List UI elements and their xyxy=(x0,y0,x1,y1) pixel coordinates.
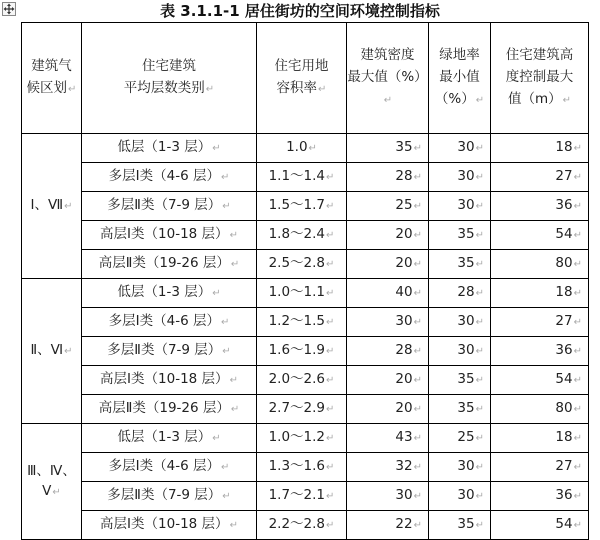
cell-text: 25 xyxy=(457,429,475,445)
height-cell xyxy=(491,134,589,163)
far-cell xyxy=(257,366,347,395)
far-cell xyxy=(257,192,347,221)
return-mark: ↵ xyxy=(573,288,582,299)
green-ratio-cell xyxy=(429,424,491,453)
density-cell xyxy=(347,395,429,424)
climate-zone-label xyxy=(22,340,81,362)
cell-line: 值（m）↵ xyxy=(507,91,572,107)
cell-text: 35 xyxy=(457,255,475,271)
return-mark: ↵ xyxy=(212,288,221,299)
cell-text: 22 xyxy=(395,516,413,532)
return-mark: ↵ xyxy=(326,317,335,328)
return-mark: ↵ xyxy=(562,95,572,106)
building-type-cell xyxy=(82,250,257,279)
height-cell xyxy=(491,482,589,511)
return-mark: ↵ xyxy=(326,375,335,386)
return-mark: ↵ xyxy=(413,462,422,473)
return-mark: ↵ xyxy=(326,259,335,270)
cell-line: 绿地率 xyxy=(439,47,480,63)
table-row xyxy=(22,366,589,395)
return-mark: ↵ xyxy=(64,201,73,212)
return-mark: ↵ xyxy=(475,346,484,357)
return-mark: ↵ xyxy=(220,317,230,328)
height-cell xyxy=(491,453,589,482)
return-mark: ↵ xyxy=(413,404,422,415)
density-cell xyxy=(347,163,429,192)
return-mark: ↵ xyxy=(326,346,335,357)
green-ratio-cell xyxy=(429,395,491,424)
return-mark: ↵ xyxy=(573,201,582,212)
cell-line: Ⅰ、Ⅶ↵ xyxy=(30,197,73,213)
return-mark: ↵ xyxy=(205,84,215,95)
return-mark: ↵ xyxy=(326,230,335,241)
cell-text: 高层Ⅱ类（19-26 层） xyxy=(98,255,230,271)
cell-text: 36 xyxy=(555,342,573,358)
return-mark: ↵ xyxy=(475,172,484,183)
cell-text: 18 xyxy=(555,139,573,155)
cell-text: 低层（1-3 层） xyxy=(117,139,212,155)
height-cell xyxy=(491,424,589,453)
table-row xyxy=(22,395,589,424)
cell-text: 54 xyxy=(555,371,573,387)
cell-text: 20 xyxy=(395,400,413,416)
cell-text: 多层Ⅰ类（4-6 层） xyxy=(108,168,220,184)
height-cell xyxy=(491,395,589,424)
cell-text: 30 xyxy=(457,197,475,213)
return-mark: ↵ xyxy=(475,433,484,444)
height-cell xyxy=(491,279,589,308)
density-cell xyxy=(347,366,429,395)
cell-text: 1.0～1.1 xyxy=(268,284,326,300)
far-cell xyxy=(257,134,347,163)
return-mark: ↵ xyxy=(229,230,238,241)
header-density xyxy=(347,23,429,134)
cell-text: 36 xyxy=(555,487,573,503)
cell-text: 80 xyxy=(555,400,573,416)
cell-text: 30 xyxy=(457,487,475,503)
table-row xyxy=(22,308,589,337)
cell-text: 28 xyxy=(395,342,413,358)
cell-text: 20 xyxy=(395,255,413,271)
return-mark: ↵ xyxy=(475,230,484,241)
return-mark: ↵ xyxy=(573,462,582,473)
return-mark: ↵ xyxy=(308,143,317,154)
far-cell xyxy=(257,308,347,337)
cell-text: 30 xyxy=(457,168,475,184)
return-mark: ↵ xyxy=(212,433,221,444)
green-ratio-cell xyxy=(429,134,491,163)
return-mark: ↵ xyxy=(229,375,238,386)
return-mark: ↵ xyxy=(413,259,422,270)
cell-line: 住宅用地 xyxy=(274,58,329,74)
return-mark: ↵ xyxy=(222,201,231,212)
cell-line: 候区划↵ xyxy=(26,80,77,96)
cell-text: 30 xyxy=(395,313,413,329)
header-far xyxy=(257,23,347,134)
cell-text: 30 xyxy=(457,458,475,474)
green-ratio-cell xyxy=(429,250,491,279)
far-cell xyxy=(257,424,347,453)
building-type-cell xyxy=(82,134,257,163)
return-mark: ↵ xyxy=(573,491,582,502)
cell-text: 低层（1-3 层） xyxy=(117,284,212,300)
density-cell xyxy=(347,221,429,250)
far-cell xyxy=(257,250,347,279)
table-row xyxy=(22,453,589,482)
building-type-cell xyxy=(82,192,257,221)
building-type-cell xyxy=(82,279,257,308)
green-ratio-cell xyxy=(429,366,491,395)
return-mark: ↵ xyxy=(413,433,422,444)
far-cell xyxy=(257,453,347,482)
table-title: 表 3.1.1-1 居住街坊的空间环境控制指标 xyxy=(160,2,440,20)
density-cell xyxy=(347,308,429,337)
return-mark: ↵ xyxy=(318,84,327,95)
return-mark: ↵ xyxy=(413,143,422,154)
table-row xyxy=(22,337,589,366)
header-building-type xyxy=(82,23,257,134)
return-mark: ↵ xyxy=(383,95,393,106)
height-cell xyxy=(491,221,589,250)
return-mark: ↵ xyxy=(413,172,422,183)
return-mark: ↵ xyxy=(212,143,221,154)
cell-text: 高层Ⅰ类（10-18 层） xyxy=(100,516,229,532)
cell-text: 1.1～1.4 xyxy=(268,168,326,184)
climate-zone-cell xyxy=(22,134,82,279)
cell-text: 28 xyxy=(395,168,413,184)
climate-zone-label xyxy=(22,195,81,217)
cell-text: 20 xyxy=(395,226,413,242)
building-type-cell xyxy=(82,221,257,250)
return-mark: ↵ xyxy=(573,317,582,328)
height-cell xyxy=(491,163,589,192)
cell-line: 最小值 xyxy=(439,69,480,85)
cell-text: 多层Ⅱ类（7-9 层） xyxy=(107,197,222,213)
far-cell xyxy=(257,482,347,511)
return-mark: ↵ xyxy=(475,404,484,415)
return-mark: ↵ xyxy=(475,201,484,212)
return-mark: ↵ xyxy=(475,317,484,328)
return-mark: ↵ xyxy=(475,491,484,502)
height-cell xyxy=(491,337,589,366)
density-cell xyxy=(347,424,429,453)
return-mark: ↵ xyxy=(326,433,335,444)
return-mark: ↵ xyxy=(475,95,485,106)
header-climate-zone xyxy=(22,23,82,134)
green-ratio-cell xyxy=(429,279,491,308)
return-mark: ↵ xyxy=(220,462,230,473)
header-height xyxy=(491,23,589,134)
cell-text: 1.2～1.5 xyxy=(268,313,326,329)
cell-text: 1.3～1.6 xyxy=(268,458,326,474)
green-ratio-cell xyxy=(429,482,491,511)
cell-text: 35 xyxy=(457,371,475,387)
cell-text: 40 xyxy=(395,284,413,300)
table-row xyxy=(22,192,589,221)
table-row xyxy=(22,221,589,250)
cell-text: 18 xyxy=(555,284,573,300)
return-mark: ↵ xyxy=(220,172,230,183)
cell-text: 2.7～2.9 xyxy=(268,400,326,416)
climate-zone-cell xyxy=(22,279,82,424)
table-row xyxy=(22,482,589,511)
cell-text: 高层Ⅱ类（19-26 层） xyxy=(98,400,230,416)
return-mark: ↵ xyxy=(413,317,422,328)
return-mark: ↵ xyxy=(326,172,335,183)
density-cell xyxy=(347,279,429,308)
cell-text: 32 xyxy=(395,458,413,474)
cell-text: 1.0 xyxy=(286,139,308,155)
table-row xyxy=(22,134,589,163)
cell-text: 多层Ⅰ类（4-6 层） xyxy=(108,458,220,474)
return-mark: ↵ xyxy=(326,201,335,212)
table-row xyxy=(22,250,589,279)
cell-text: 27 xyxy=(555,458,573,474)
green-ratio-cell xyxy=(429,453,491,482)
green-ratio-cell xyxy=(429,221,491,250)
table-row xyxy=(22,163,589,192)
building-type-cell xyxy=(82,366,257,395)
cell-text: 35 xyxy=(457,516,475,532)
cell-line: 容积率↵ xyxy=(276,80,327,96)
return-mark: ↵ xyxy=(573,230,582,241)
density-cell xyxy=(347,250,429,279)
cell-text: 35 xyxy=(457,400,475,416)
cell-line: Ⅴ↵ xyxy=(42,482,61,499)
cell-text: 36 xyxy=(555,197,573,213)
green-ratio-cell xyxy=(429,308,491,337)
return-mark: ↵ xyxy=(413,520,422,531)
cell-text: 高层Ⅰ类（10-18 层） xyxy=(100,226,229,242)
cell-text: 35 xyxy=(457,226,475,242)
cell-text: 多层Ⅱ类（7-9 层） xyxy=(107,487,222,503)
cell-text: 2.5～2.8 xyxy=(268,255,326,271)
return-mark: ↵ xyxy=(573,259,582,270)
return-mark: ↵ xyxy=(573,520,582,531)
cell-text: 多层Ⅱ类（7-9 层） xyxy=(107,342,222,358)
density-cell xyxy=(347,134,429,163)
far-cell xyxy=(257,337,347,366)
height-cell xyxy=(491,192,589,221)
return-mark: ↵ xyxy=(475,259,484,270)
return-mark: ↵ xyxy=(326,462,335,473)
cell-text: 54 xyxy=(555,226,573,242)
header-green-ratio xyxy=(429,23,491,134)
return-mark: ↵ xyxy=(326,491,335,502)
return-mark: ↵ xyxy=(475,375,484,386)
control-index-table xyxy=(21,22,589,540)
green-ratio-cell xyxy=(429,192,491,221)
return-mark: ↵ xyxy=(573,172,582,183)
cell-text: 30 xyxy=(457,139,475,155)
cell-text: 54 xyxy=(555,516,573,532)
building-type-cell xyxy=(82,395,257,424)
cell-text: 18 xyxy=(555,429,573,445)
building-type-cell xyxy=(82,482,257,511)
cell-text: 27 xyxy=(555,168,573,184)
cell-line: Ⅲ、Ⅳ、 xyxy=(27,462,76,479)
cell-text: 1.8～2.4 xyxy=(268,226,326,242)
cell-text: 20 xyxy=(395,371,413,387)
cell-text: 1.5～1.7 xyxy=(268,197,326,213)
return-mark: ↵ xyxy=(230,259,240,270)
cell-text: 25 xyxy=(395,197,413,213)
return-mark: ↵ xyxy=(326,520,335,531)
cell-line: Ⅱ、Ⅵ↵ xyxy=(30,342,73,358)
return-mark: ↵ xyxy=(222,346,231,357)
return-mark: ↵ xyxy=(326,404,335,415)
height-cell xyxy=(491,250,589,279)
building-type-cell xyxy=(82,424,257,453)
return-mark: ↵ xyxy=(52,486,61,498)
cell-line: 住宅建筑高 xyxy=(505,47,574,63)
building-type-cell xyxy=(82,308,257,337)
cell-text: 28 xyxy=(457,284,475,300)
climate-zone-label xyxy=(22,461,81,503)
return-mark: ↵ xyxy=(475,462,484,473)
return-mark: ↵ xyxy=(475,288,484,299)
height-cell xyxy=(491,308,589,337)
green-ratio-cell xyxy=(429,163,491,192)
return-mark: ↵ xyxy=(68,84,77,95)
far-cell xyxy=(257,221,347,250)
cell-text: 多层Ⅰ类（4-6 层） xyxy=(108,313,220,329)
cell-line: 住宅建筑 xyxy=(142,58,196,74)
cell-text: 27 xyxy=(555,313,573,329)
return-mark: ↵ xyxy=(413,491,422,502)
cell-text: 2.2～2.8 xyxy=(268,516,326,532)
cell-line: （%）↵ xyxy=(434,91,485,107)
green-ratio-cell xyxy=(429,337,491,366)
return-mark: ↵ xyxy=(573,404,582,415)
cell-line: 度控制最大 xyxy=(505,69,574,85)
return-mark: ↵ xyxy=(64,346,73,357)
header-row xyxy=(22,23,589,134)
cell-text: 1.7～2.1 xyxy=(268,487,326,503)
far-cell xyxy=(257,395,347,424)
cell-text: 2.0～2.6 xyxy=(268,371,326,387)
return-mark: ↵ xyxy=(413,375,422,386)
density-cell xyxy=(347,192,429,221)
return-mark: ↵ xyxy=(229,520,238,531)
cell-line: 建筑密度 xyxy=(360,47,415,63)
cell-text: 80 xyxy=(555,255,573,271)
cell-text: 30 xyxy=(457,342,475,358)
return-mark: ↵ xyxy=(222,491,231,502)
density-cell xyxy=(347,482,429,511)
cell-text: 35 xyxy=(395,139,413,155)
return-mark: ↵ xyxy=(413,201,422,212)
height-cell xyxy=(491,366,589,395)
cell-text: 30 xyxy=(457,313,475,329)
cell-text: 1.6～1.9 xyxy=(268,342,326,358)
density-cell xyxy=(347,453,429,482)
table-row xyxy=(22,424,589,453)
building-type-cell xyxy=(82,163,257,192)
return-mark: ↵ xyxy=(475,143,484,154)
return-mark: ↵ xyxy=(413,230,422,241)
return-mark: ↵ xyxy=(413,346,422,357)
table-row xyxy=(22,279,589,308)
cell-text: 1.0～1.2 xyxy=(268,429,326,445)
return-mark: ↵ xyxy=(573,375,582,386)
far-cell xyxy=(257,163,347,192)
return-mark: ↵ xyxy=(573,346,582,357)
cell-text: 低层（1-3 层） xyxy=(117,429,212,445)
cell-line: 平均层数类别↵ xyxy=(123,80,215,96)
density-cell xyxy=(347,337,429,366)
return-mark: ↵ xyxy=(573,433,582,444)
return-mark: ↵ xyxy=(230,404,240,415)
cell-line: 最大值（%）↵ xyxy=(347,69,428,106)
cell-text: 30 xyxy=(395,487,413,503)
far-cell xyxy=(257,279,347,308)
building-type-cell xyxy=(82,337,257,366)
climate-zone-cell xyxy=(22,424,82,540)
return-mark: ↵ xyxy=(475,520,484,531)
return-mark: ↵ xyxy=(573,143,582,154)
return-mark: ↵ xyxy=(326,288,335,299)
cell-text: 高层Ⅰ类（10-18 层） xyxy=(100,371,229,387)
return-mark: ↵ xyxy=(413,288,422,299)
cell-text: 43 xyxy=(395,429,413,445)
building-type-cell xyxy=(82,453,257,482)
cell-line: 建筑气 xyxy=(31,58,72,74)
